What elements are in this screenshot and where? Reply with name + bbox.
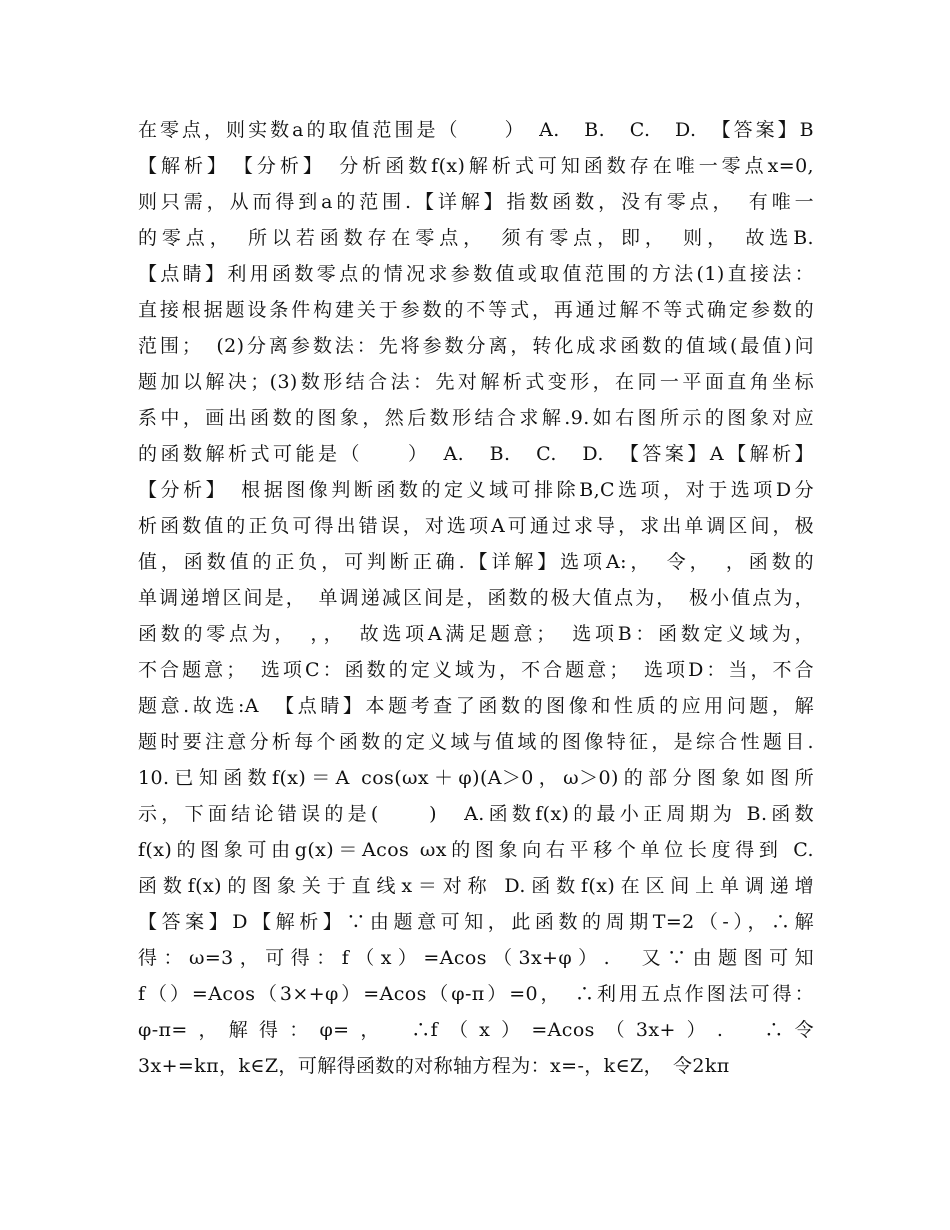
text-line: 直接根据题设条件构建关于参数的不等式，再通过解不等式确定参数的: [138, 299, 814, 321]
text-line: 题意.故选:A 【点睛】本题考查了函数的图像和性质的应用问题，解: [138, 695, 814, 717]
text-line: φ-π=，解得：φ=， ∴f（x）=Acos（3x+）. ∴令: [138, 1019, 814, 1041]
text-line: 函数的零点为， ，， 故选项A满足题意； 选项B：函数定义域为，: [138, 623, 814, 645]
text-line: 题时要注意分析每个函数的定义域与值域的图像特征，是综合性题目.: [138, 731, 814, 753]
document-body: [138, 112, 814, 1084]
text-line: 的零点， 所以若函数存在零点， 须有零点，即， 则， 故选B.: [138, 227, 814, 249]
text-line: 10.已知函数f(x)＝A cos(ωx＋φ)(A＞0，ω＞0)的部分图象如图所: [138, 767, 814, 789]
text-line: 示，下面结论错误的是( ) A.函数f(x)的最小正周期为 B.函数: [138, 803, 814, 825]
text-line: 不合题意； 选项C：函数的定义域为，不合题意； 选项D：当，不合: [138, 659, 814, 681]
text-line: 【解析】 【分析】 分析函数f(x)解析式可知函数存在唯一零点x=0,: [138, 155, 814, 177]
text-line: 得：ω=3，可得：f（x）=Acos（3x+φ）. 又∵由题图可知: [138, 947, 814, 969]
text-line: 值，函数值的正负，可判断正确.【详解】选项A:， 令， ，函数的: [138, 551, 814, 573]
text-line: 的函数解析式可能是（ ） A. B. C. D. 【答案】A【解析】: [138, 443, 814, 465]
text-line: 在零点，则实数a的取值范围是（ ） A. B. C. D. 【答案】B: [138, 119, 814, 141]
text-line: 则只需，从而得到a的范围.【详解】指数函数，没有零点， 有唯一: [138, 191, 814, 213]
text-line: 范围； (2)分离参数法：先将参数分离，转化成求函数的值域(最值)问: [138, 335, 814, 357]
text-line: 3x+=kπ，k∈Z，可解得函数的对称轴方程为：x=-，k∈Z， 令2kπ: [138, 1055, 730, 1077]
text-line: 单调递增区间是， 单调递减区间是，函数的极大值点为， 极小值点为，: [138, 587, 814, 609]
text-line: 【分析】 根据图像判断函数的定义域可排除B,C选项，对于选项D分: [138, 479, 814, 501]
text-line: f（）=Acos（3×+φ）=Acos（φ-π）=0， ∴利用五点作图法可得：: [138, 983, 814, 1005]
text-line: 系中，画出函数的图象，然后数形结合求解.9.如右图所示的图象对应: [138, 407, 814, 429]
text-line: 【答案】D【解析】∵由题意可知，此函数的周期T=2（-），∴解: [138, 911, 814, 933]
text-line: 题加以解决；(3)数形结合法：先对解析式变形，在同一平面直角坐标: [138, 371, 814, 393]
text-line: f(x)的图象可由g(x)＝Acos ωx的图象向右平移个单位长度得到 C.: [138, 839, 814, 861]
text-line: 函数f(x)的图象关于直线x＝对称 D.函数f(x)在区间上单调递增: [138, 875, 814, 897]
text-line: 【点睛】利用函数零点的情况求参数值或取值范围的方法(1)直接法：: [138, 263, 814, 285]
text-line: 析函数值的正负可得出错误，对选项A可通过求导，求出单调区间，极: [138, 515, 814, 537]
